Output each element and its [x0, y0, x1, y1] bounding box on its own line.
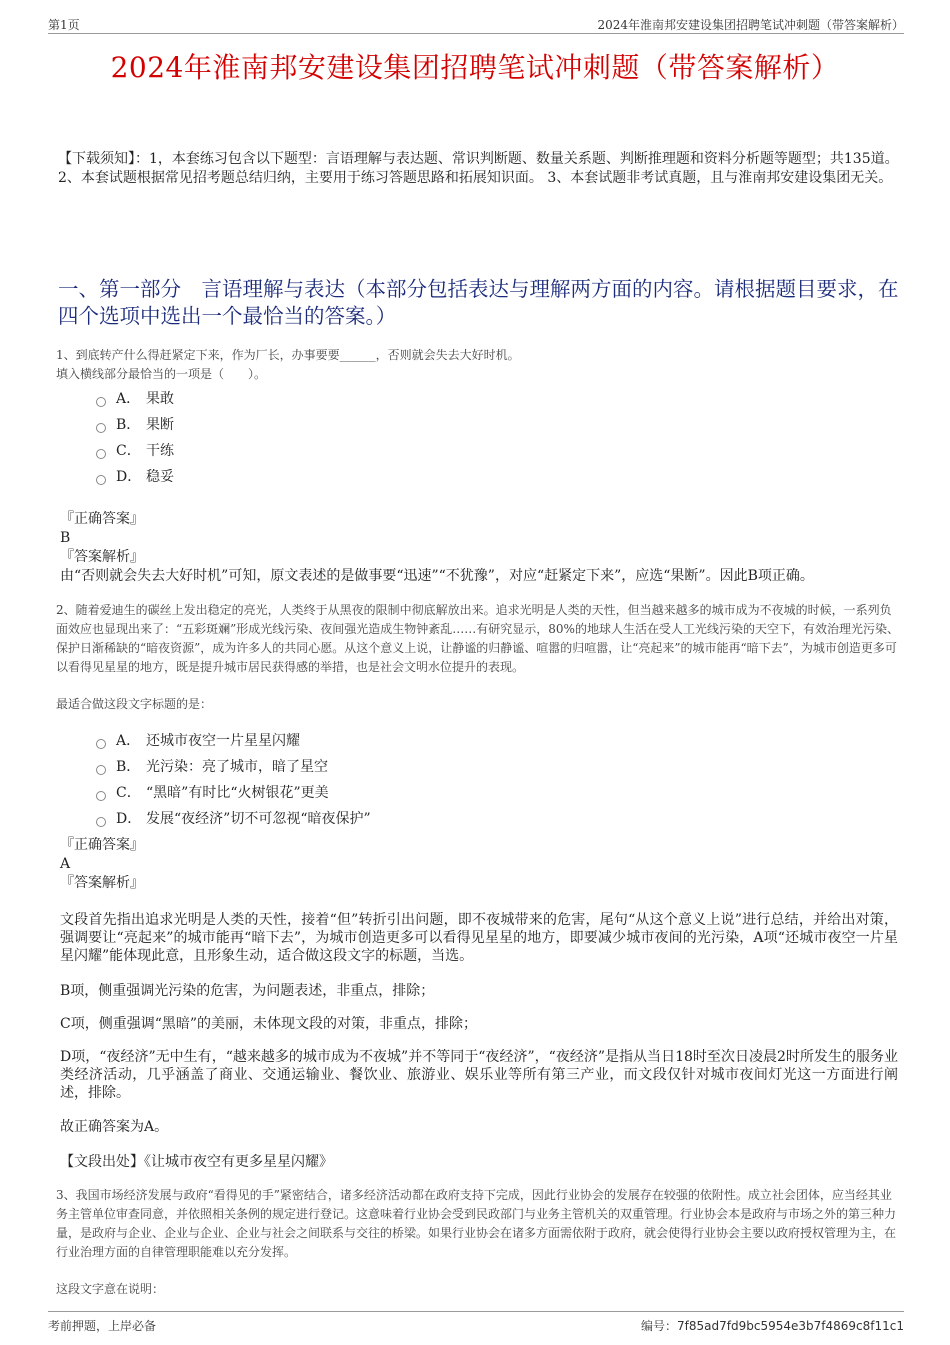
option-b[interactable]: B． 光污染：亮了城市，暗了星空 [96, 754, 371, 780]
option-c[interactable]: C． 干练 [96, 438, 174, 464]
download-notice: 【下载须知】：1，本套练习包含以下题型：言语理解与表达题、常识判断题、数量关系题、判断推理题和资料分析题等题型；共135道。 2、本套试题根据常见招考题总结归纳，主要用于练习答题思路和拓展知识面。 3、本套试题非考试真题，且与淮南邦安建设集团无关。 [58, 151, 899, 186]
question-2-stem: 2、随着爱迪生的碳丝上发出稳定的亮光，人类终于从黑夜的限制中彻底解放出来。追求光明是人类的天性，但当越来越多的城市成为不夜城的时候，一系列负面效应也显现出来了：“五彩斑斓”形成光线污染、夜间强光造成生物钟紊乱……有研究显示，80%的地球人生活在受人工光线污染的天空下，有效治理光污染、保护日渐稀缺的“暗夜资源”，成为许多人的共同心愿。从这个意义上说，让静谧的归静谧、喧嚣的归喧嚣，让“亮起来”的城市能再“暗下去”，为城市创造更多可以看得见星星的地方，既是提升城市居民获得感的举措，也是社会文明水位提升的表现。 [56, 603, 899, 674]
question-1-options [96, 386, 174, 490]
answer-value: B [60, 530, 71, 546]
analysis-paragraph: 文段首先指出追求光明是人类的天性，接着“但”转折引出问题，即不夜城带来的危害，尾句“从这个意义上说”进行总结，并给出对策，强调要让“亮起来”的城市能再“暗下去”，为城市创造更多可以看得见星星的地方，即要减少城市夜间的光污染，A项“还城市夜空一片星星闪耀”能体现此意，且形象生动，适合做这段文字的标题，当选。 [60, 912, 898, 964]
option-text: 光污染：亮了城市，暗了星空 [146, 759, 328, 775]
radio-icon[interactable] [96, 397, 106, 407]
question-2-answer [60, 836, 900, 893]
question-3 [56, 1186, 902, 1262]
analysis-paragraph: 故正确答案为A。 [60, 1119, 169, 1135]
option-text: 发展“夜经济”切不可忽视“暗夜保护” [146, 811, 371, 827]
radio-icon[interactable] [96, 423, 106, 433]
option-text: 果断 [146, 417, 174, 433]
answer-label: 『正确答案』 [60, 511, 144, 527]
analysis-paragraph: C项，侧重强调“黑暗”的美丽，未体现文段的对策，非重点，排除； [60, 1016, 478, 1032]
section-heading: 一、第一部分 言语理解与表达（本部分包括表达与理解两方面的内容。请根据题目要求，在四个选项中选出一个最恰当的答案。） [58, 277, 899, 328]
radio-icon[interactable] [96, 475, 106, 485]
option-a[interactable]: A． 果敢 [96, 386, 174, 412]
option-text: 稳妥 [146, 469, 174, 485]
analysis-paragraph: D项，“夜经济”无中生有，“越来越多的城市成为不夜城”并不等同于“夜经济”，“夜经济”是指从当日18时至次日凌晨2时所发生的服务业类经济活动，几乎涵盖了商业、交通运输业、餐饮业、旅游业、娱乐业等所有第三产业，而文段仅针对城市夜间灯光这一方面进行阐述，排除。 [60, 1049, 898, 1101]
option-text: “黑暗”有时比“火树银花”更美 [146, 785, 329, 801]
option-text: 干练 [146, 443, 174, 459]
option-c[interactable]: C． “黑暗”有时比“火树银花”更美 [96, 780, 371, 806]
question-1 [56, 346, 902, 384]
question-3-prompt: 这段文字意在说明： [56, 1282, 165, 1296]
question-2-options [96, 728, 371, 832]
page-header [48, 14, 904, 34]
document-title: 2024年淮南邦安建设集团招聘笔试冲刺题（带答案解析） [110, 51, 840, 84]
question-1-answer [60, 510, 900, 586]
question-1-stem: 1、到底转产什么得赶紧定下来，作为厂长，办事要要______，否则就会失去大好时机。 [56, 348, 520, 362]
radio-icon[interactable] [96, 449, 106, 459]
analysis-paragraph: B项，侧重强调光污染的危害，为问题表述，非重点，排除； [60, 983, 435, 999]
footer-code: 编号：7f85ad7fd9bc5954e3b7f4869c8f11c1 [641, 1319, 904, 1333]
page-number: 第1页 [48, 18, 80, 32]
option-a[interactable]: A． 还城市夜空一片星星闪耀 [96, 728, 371, 754]
radio-icon[interactable] [96, 791, 106, 801]
footer-slogan: 考前押题，上岸必备 [48, 1319, 157, 1333]
header-doc-title: 2024年淮南邦安建设集团招聘笔试冲刺题（带答案解析） [597, 18, 904, 32]
radio-icon[interactable] [96, 765, 106, 775]
analysis-text: 由“否则就会失去大好时机”可知，原文表述的是做事要“迅速”“不犹豫”，对应“赶紧定下来”，应选“果断”。因此B项正确。 [60, 568, 814, 584]
question-3-stem: 3、我国市场经济发展与政府“看得见的手”紧密结合，诸多经济活动都在政府支持下完成，因此行业协会的发展存在较强的依附性。成立社会团体，应当经其业务主管单位审查同意，并依照相关条例的规定进行登记。这意味着行业协会受到民政部门与业务主管机关的双重管理。行业协会本是政府与市场之外的第三种力量，是政府与企业、企业与企业、企业与社会之间联系与交往的桥梁。如果行业协会在诸多方面需依附于政府，就会使得行业协会主要以政府授权管理为主，在行业治理方面的自律管理职能难以充分发挥。 [56, 1188, 897, 1259]
question-1-prompt: 填入横线部分最恰当的一项是（ ）。 [56, 367, 267, 381]
question-2 [56, 601, 902, 677]
option-b[interactable]: B． 果断 [96, 412, 174, 438]
option-d[interactable]: D． 发展“夜经济”切不可忽视“暗夜保护” [96, 806, 371, 832]
answer-label: 『正确答案』 [60, 837, 144, 853]
analysis-label: 『答案解析』 [60, 549, 144, 565]
page-footer [48, 1311, 904, 1335]
answer-value: A [60, 856, 71, 872]
radio-icon[interactable] [96, 739, 106, 749]
analysis-label: 『答案解析』 [60, 875, 144, 891]
radio-icon[interactable] [96, 817, 106, 827]
option-d[interactable]: D． 稳妥 [96, 464, 174, 490]
option-text: 还城市夜空一片星星闪耀 [146, 733, 300, 749]
option-text: 果敢 [146, 391, 174, 407]
question-2-prompt: 最适合做这段文字标题的是： [56, 697, 213, 711]
source-citation: 【文段出处】《让城市夜空有更多星星闪耀》 [60, 1154, 333, 1170]
